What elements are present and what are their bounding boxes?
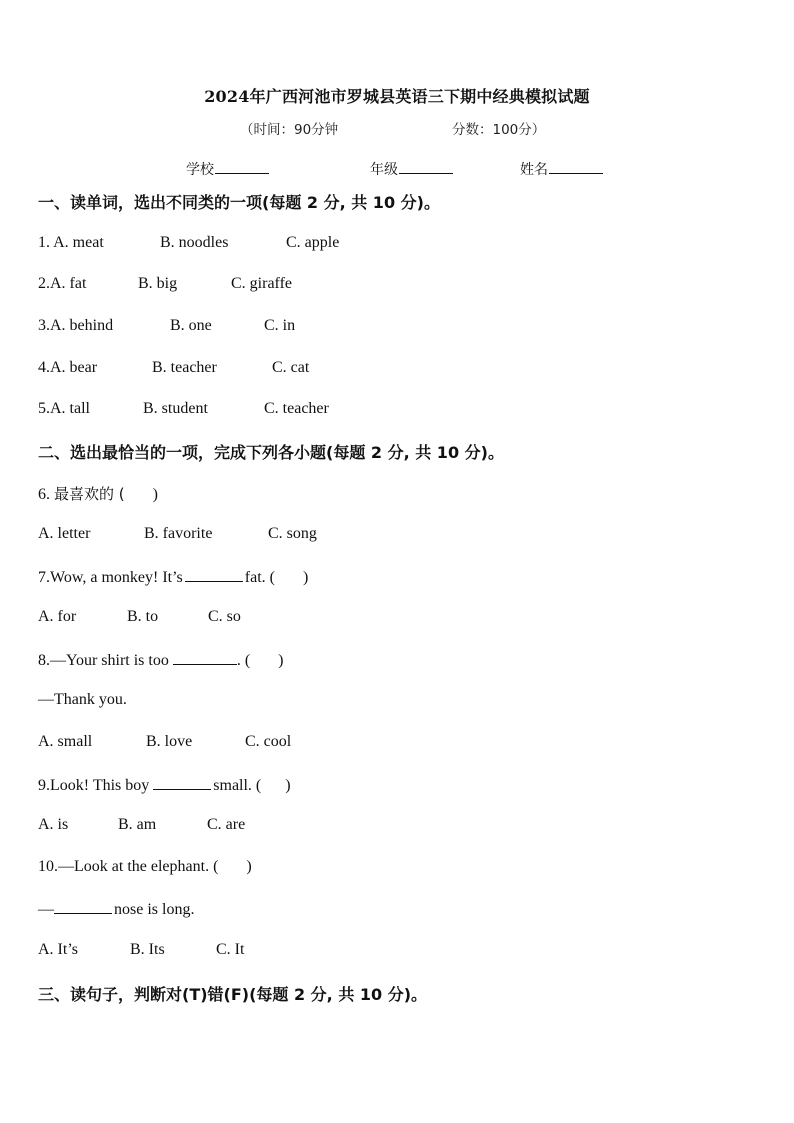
q8-option-a: A. small	[38, 733, 93, 750]
question-stem: 8.—Your shirt is too	[38, 652, 169, 669]
question-8	[38, 650, 284, 670]
fill-blank[interactable]	[54, 899, 112, 914]
fill-blank[interactable]	[185, 567, 243, 582]
question-5	[38, 400, 90, 418]
name-label: 姓名	[520, 162, 548, 178]
grade-label: 年级	[370, 162, 398, 178]
school-label: 学校	[186, 162, 214, 178]
question-6	[38, 483, 158, 504]
question-stem: 最喜欢的 (	[54, 485, 125, 503]
close-paren: )	[152, 486, 158, 503]
q6-option-a: A. letter	[38, 525, 91, 542]
q10-option-a: A. It’s	[38, 941, 78, 958]
q5-option-b: B. student	[143, 400, 208, 417]
close-paren: )	[246, 858, 252, 875]
question-number: 3.	[38, 317, 50, 334]
question-8-reply: —Thank you.	[38, 691, 127, 708]
exam-time: （时间：90分钟	[240, 122, 339, 138]
q2-option-b: B. big	[138, 275, 178, 292]
question-stem: 9.Look! This boy	[38, 777, 150, 794]
option-a: A. tall	[50, 400, 90, 417]
question-7	[38, 567, 308, 587]
q6-option-c: C. song	[268, 525, 317, 542]
option-a: A. bear	[50, 359, 98, 376]
question-4	[38, 359, 97, 377]
q9-option-c: C. are	[207, 816, 246, 833]
close-paren: )	[285, 777, 291, 794]
option-a: A. behind	[50, 317, 114, 334]
q8-option-b: B. love	[146, 733, 193, 750]
school-blank[interactable]	[215, 159, 269, 174]
option-a: A. fat	[50, 275, 87, 292]
question-number: 1.	[38, 234, 54, 251]
q7-option-c: C. so	[208, 608, 241, 625]
question-stem: 10.—Look at the elephant. (	[38, 858, 219, 875]
grade-field	[370, 159, 453, 179]
q5-option-c: C. teacher	[264, 400, 329, 417]
question-number: 2.	[38, 275, 50, 292]
fill-blank[interactable]	[153, 775, 211, 790]
q8-option-c: C. cool	[245, 733, 292, 750]
close-paren: )	[278, 652, 284, 669]
section-2-heading: 二、选出最恰当的一项，完成下列各小题(每题 2 分, 共 10 分)。	[38, 443, 504, 462]
section-3-heading: 三、读句子，判断对(T)错(F)(每题 2 分, 共 10 分)。	[38, 985, 428, 1004]
school-field	[186, 159, 269, 179]
q10-option-c: C. It	[216, 941, 245, 958]
q1-option-c: C. apple	[286, 234, 340, 251]
section-1-heading: 一、读单词，选出不同类的一项(每题 2 分, 共 10 分)。	[38, 193, 440, 212]
close-paren: )	[302, 569, 309, 586]
q2-option-c: C. giraffe	[231, 275, 293, 292]
q1-option-b: B. noodles	[160, 234, 229, 251]
question-3	[38, 317, 113, 335]
question-10	[38, 858, 252, 876]
question-1	[38, 234, 104, 252]
question-10-reply	[38, 899, 194, 919]
q3-option-c: C. in	[264, 317, 296, 334]
q6-option-b: B. favorite	[144, 525, 213, 542]
name-field	[520, 159, 603, 179]
question-stem: 7.Wow, a monkey! It’s	[38, 569, 183, 586]
question-tail: small. (	[213, 777, 262, 794]
exam-score: 分数：100分）	[452, 122, 546, 138]
question-9	[38, 775, 291, 795]
option-a: A. meat	[53, 234, 104, 251]
q9-option-b: B. am	[118, 816, 157, 833]
name-blank[interactable]	[549, 159, 603, 174]
q10-option-b: B. Its	[130, 941, 165, 958]
question-number: 4.	[38, 359, 50, 376]
fill-blank[interactable]	[173, 650, 237, 665]
page-title: 2024年广西河池市罗城县英语三下期中经典模拟试题	[204, 87, 590, 106]
dash: —	[38, 901, 54, 918]
question-2	[38, 275, 86, 293]
q4-option-b: B. teacher	[152, 359, 217, 376]
question-tail: . (	[236, 652, 251, 669]
q7-option-b: B. to	[127, 608, 159, 625]
q7-option-a: A. for	[38, 608, 77, 625]
question-number: 6.	[38, 486, 54, 503]
question-number: 5.	[38, 400, 50, 417]
grade-blank[interactable]	[399, 159, 453, 174]
question-tail: fat. (	[244, 569, 275, 586]
q4-option-c: C. cat	[272, 359, 310, 376]
reply-tail: nose is long.	[114, 901, 195, 918]
q9-option-a: A. is	[38, 816, 69, 833]
q3-option-b: B. one	[170, 317, 212, 334]
